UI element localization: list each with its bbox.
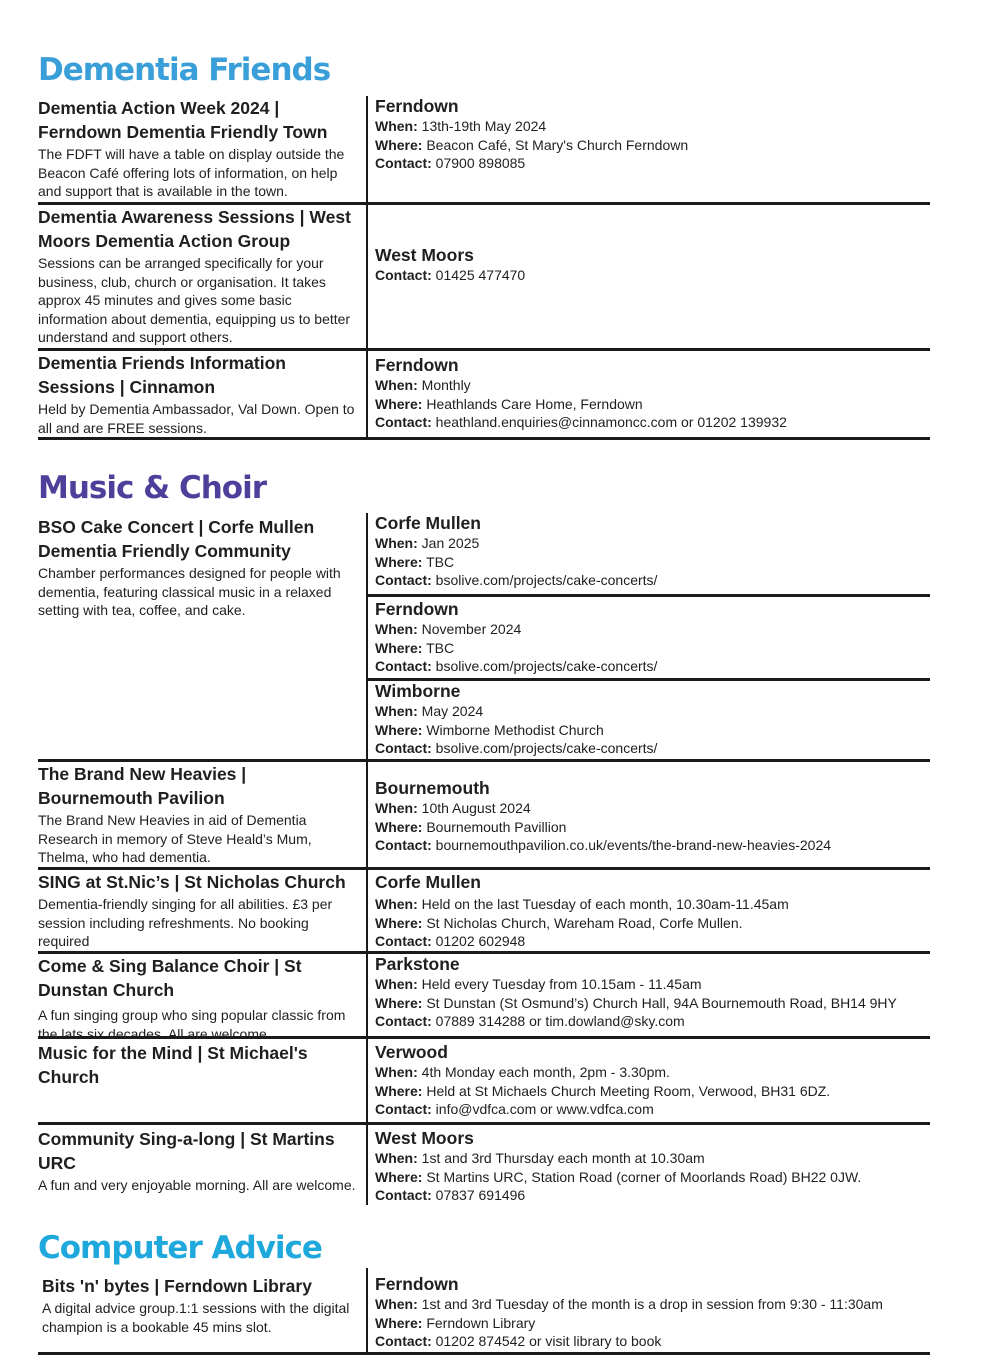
table-row: [38, 870, 930, 954]
event-locations: [375, 351, 930, 437]
contact-line: Contact: 07900 898085: [375, 155, 526, 172]
event-title: Dementia Friends Information Sessions | Cinnamon: [38, 353, 286, 397]
where-line: Where: St Dunstan (St Osmund’s) Church Hall, 94A Bournemouth Road, BH14 9HY: [375, 994, 897, 1011]
contact-line: Contact: info@vdfca.com or www.vdfca.com: [375, 1101, 654, 1118]
column-divider: [366, 351, 368, 437]
where-line: Where: Beacon Café, St Mary's Church Ferndown: [375, 136, 689, 153]
location-name: Ferndown: [375, 96, 459, 116]
contact-line: Contact: 07889 314288 or tim.dowland@sky.com: [375, 1013, 685, 1030]
event-info: [38, 351, 364, 437]
location-name: Parkstone: [375, 954, 460, 974]
event-locations: [375, 954, 930, 1036]
column-divider: [366, 870, 368, 951]
location-name: Ferndown: [375, 1274, 459, 1294]
column-divider: [366, 762, 368, 867]
where-line: Where: Held at St Michaels Church Meeting Room, Verwood, BH31 6DZ.: [375, 1082, 831, 1099]
where-line: Where: Heathlands Care Home, Ferndown: [375, 395, 643, 412]
event-info: [38, 1041, 364, 1090]
event-description: A digital advice group.1:1 sessions with the digital champion is a bookable 45 mins slot.: [42, 1300, 350, 1335]
location-name: Bournemouth: [375, 778, 490, 798]
event-description: The FDFT will have a table on display outside the Beacon Café offering lots of information, on help and support that is available in the town.: [38, 146, 345, 199]
event-locations: [375, 513, 930, 759]
event-locations: [375, 96, 930, 202]
location-name: Corfe Mullen: [375, 872, 481, 892]
location-name: Ferndown: [375, 355, 459, 375]
event-description: The Brand New Heavies in aid of Dementia Research in memory of Steve Heald’s Mum, Thelma, who had dementia.: [38, 812, 312, 865]
table-row: [38, 513, 930, 762]
location-name: Ferndown: [375, 599, 459, 619]
section-title-computer-advice: Computer Advice: [38, 1230, 322, 1266]
event-description: Chamber performances designed for people with dementia, featuring classical music in a relaxed setting with tea, coffee, and cake.: [38, 565, 341, 618]
event-title: Dementia Action Week 2024 | Ferndown Dementia Friendly Town: [38, 98, 328, 142]
event-title: SING at St.Nic’s | St Nicholas Church: [38, 872, 346, 892]
location-name: Verwood: [375, 1042, 448, 1062]
event-locations: [375, 1039, 930, 1122]
event-description: A fun and very enjoyable morning. All are welcome.: [38, 1177, 356, 1193]
event-title: Community Sing-a-long | St Martins URC: [38, 1129, 335, 1173]
when-line: When: 13th-19th May 2024: [375, 118, 547, 134]
event-info: [42, 1274, 368, 1336]
location-name: West Moors: [375, 245, 474, 265]
event-title: Dementia Awareness Sessions | West Moors Dementia Action Group: [38, 207, 351, 251]
column-divider: [366, 205, 368, 348]
event-title: Bits 'n' bytes | Ferndown Library: [42, 1276, 312, 1296]
location-name: Corfe Mullen: [375, 513, 481, 533]
where-line: Where: Ferndown Library: [375, 1314, 536, 1331]
table-row: [38, 1268, 930, 1355]
where-line: Where: Bournemouth Pavillion: [375, 818, 567, 835]
table-row: [38, 96, 930, 205]
when-line: When: Held on the last Tuesday of each month, 10.30am-11.45am: [375, 896, 789, 912]
when-line: When: 4th Monday each month, 2pm - 3.30pm.: [375, 1064, 670, 1080]
event-description: A fun singing group who sing popular classic from the lats six decades. All are welcome.: [38, 1007, 346, 1042]
when-line: When: Monthly: [375, 377, 471, 393]
table-row: [38, 954, 930, 1042]
when-line: When: 1st and 3rd Thursday each month at 10.30am: [375, 1150, 705, 1166]
event-info: [38, 96, 364, 201]
where-line: Where: St Nicholas Church, Wareham Road, Corfe Mullen.: [375, 914, 743, 931]
contact-line: Contact: heathland.enquiries@cinnamoncc.com or 01202 139932: [375, 414, 787, 431]
column-divider: [366, 954, 368, 1036]
table-row: [38, 351, 930, 440]
event-locations: [375, 205, 930, 348]
where-line: Where: TBC: [375, 553, 455, 570]
table-row: [38, 1039, 930, 1125]
section-title-music-choir: Music & Choir: [38, 470, 267, 506]
contact-line: Contact: 01425 477470: [375, 267, 526, 283]
when-line: When: 1st and 3rd Tuesday of the month is a drop in session from 9:30 - 11:30am: [375, 1296, 883, 1312]
contact-line: Contact: bournemouthpavilion.co.uk/events/the-brand-new-heavies-2024: [375, 837, 832, 854]
event-info: [38, 205, 364, 347]
where-line: Where: TBC: [375, 639, 455, 656]
event-locations: [375, 870, 930, 951]
section-title-dementia-friends: Dementia Friends: [38, 52, 331, 88]
table-row: [38, 762, 930, 870]
when-line: When: Jan 2025: [375, 535, 480, 551]
event-title: The Brand New Heavies | Bournemouth Pavilion: [38, 764, 247, 808]
contact-line: Contact: bsolive.com/projects/cake-concerts/: [375, 572, 658, 589]
column-divider: [366, 1125, 368, 1205]
contact-line: Contact: bsolive.com/projects/cake-concerts/: [375, 658, 658, 675]
event-info: [38, 1127, 364, 1195]
table-row: [38, 205, 930, 351]
table-row: [38, 1125, 930, 1205]
event-info: [38, 515, 364, 620]
contact-line: Contact: 07837 691496: [375, 1187, 526, 1204]
contact-line: Contact: 01202 602948: [375, 933, 526, 950]
when-line: When: Held every Tuesday from 10.15am - 11.45am: [375, 976, 702, 992]
contact-line: Contact: bsolive.com/projects/cake-concerts/: [375, 740, 658, 757]
event-title: Music for the Mind | St Michael's Church: [38, 1043, 308, 1087]
event-locations: [375, 1268, 930, 1352]
when-line: When: May 2024: [375, 703, 484, 719]
event-description: Sessions can be arranged specifically for your business, club, church or organisation. It takes approx 45 minutes and gives some basic information about dementia, equipping us to better understand and support others.: [38, 255, 351, 345]
location-name: West Moors: [375, 1128, 474, 1148]
event-locations: [375, 762, 930, 867]
column-divider: [366, 96, 368, 202]
event-info: [38, 870, 364, 951]
event-locations: [375, 1125, 930, 1205]
contact-line: Contact: 01202 874542 or visit library to book: [375, 1333, 662, 1350]
when-line: When: November 2024: [375, 621, 522, 637]
where-line: Where: St Martins URC, Station Road (corner of Moorlands Road) BH22 0JW.: [375, 1168, 862, 1185]
where-line: Where: Wimborne Methodist Church: [375, 721, 604, 738]
event-info: [38, 762, 364, 867]
event-title: Come & Sing Balance Choir | St Dunstan Church: [38, 956, 302, 1000]
event-description: Dementia-friendly singing for all abilities. £3 per session including refreshments. No booking required: [38, 896, 333, 949]
location-name: Wimborne: [375, 681, 461, 701]
event-info: [38, 954, 364, 1043]
when-line: When: 10th August 2024: [375, 800, 531, 816]
event-description: Held by Dementia Ambassador, Val Down. Open to all and are FREE sessions.: [38, 401, 355, 436]
column-divider: [366, 1039, 368, 1122]
event-title: BSO Cake Concert | Corfe Mullen Dementia Friendly Community: [38, 517, 315, 561]
